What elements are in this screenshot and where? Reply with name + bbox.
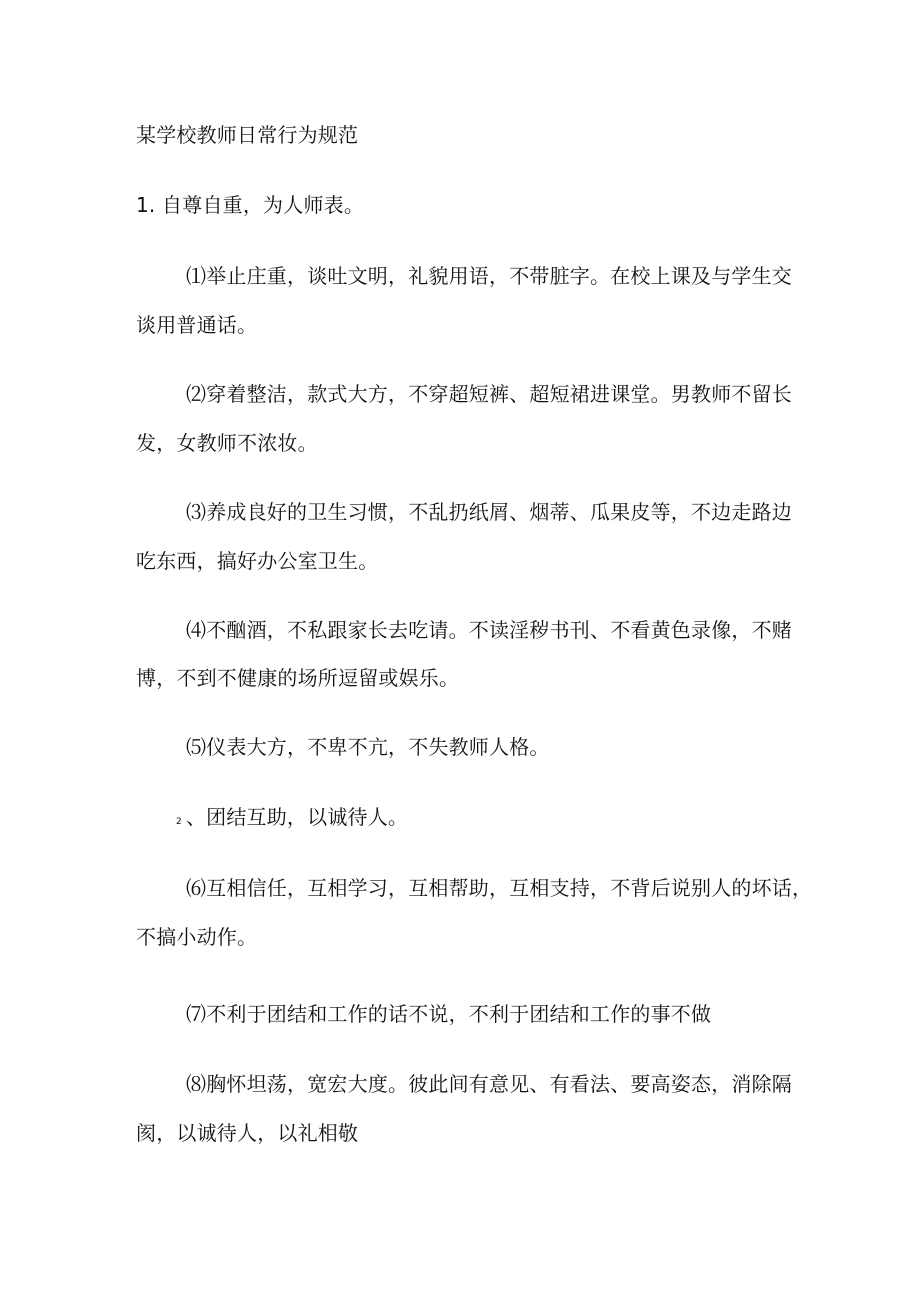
section-2-heading xyxy=(176,803,408,836)
item-2-line-2: 发，女教师不浓妆。 xyxy=(136,431,318,455)
section-2-number: 2 xyxy=(176,817,182,827)
section-2-heading-text: 、团结互助，以诚待人。 xyxy=(185,805,409,829)
item-4-line-1: ⑷不酗酒，不私跟家长去吃请。不读淫秽书刊、不看黄色录像，不赌 xyxy=(186,618,792,642)
item-1-line-1: ⑴举止庄重，谈吐文明，礼貌用语，不带脏字。在校上课及与学生交 xyxy=(186,264,792,288)
section-1-heading: 1. 自尊自重，为人师表。 xyxy=(136,193,365,217)
item-8-line-2: 阂，以诚待人，以礼相敬 xyxy=(136,1121,359,1145)
item-6-line-1: ⑹互相信任，互相学习，互相帮助，互相支持，不背后说别人的坏话， xyxy=(186,876,813,900)
item-6-line-2: 不搞小动作。 xyxy=(136,925,258,949)
item-1-line-2: 谈用普通话。 xyxy=(136,313,258,337)
item-8-line-1: ⑻胸怀坦荡，宽宏大度。彼此间有意见、有看法、要高姿态，消除隔 xyxy=(186,1072,792,1096)
item-3-line-2: 吃东西，搞好办公室卫生。 xyxy=(136,549,379,573)
item-3-line-1: ⑶养成良好的卫生习惯，不乱扔纸屑、烟蒂、瓜果皮等，不边走路边 xyxy=(186,500,792,524)
item-5-line-1: ⑸仪表大方，不卑不亢，不失教师人格。 xyxy=(186,735,550,759)
item-4-line-2: 博，不到不健康的场所逗留或娱乐。 xyxy=(136,666,460,690)
item-7-line-1: ⑺不利于团结和工作的话不说，不利于团结和工作的事不做 xyxy=(186,1002,712,1026)
item-2-line-1: ⑵穿着整洁，款式大方，不穿超短裤、超短裙进课堂。男教师不留长 xyxy=(186,382,792,406)
document-title: 某学校教师日常行为规范 xyxy=(136,123,359,147)
